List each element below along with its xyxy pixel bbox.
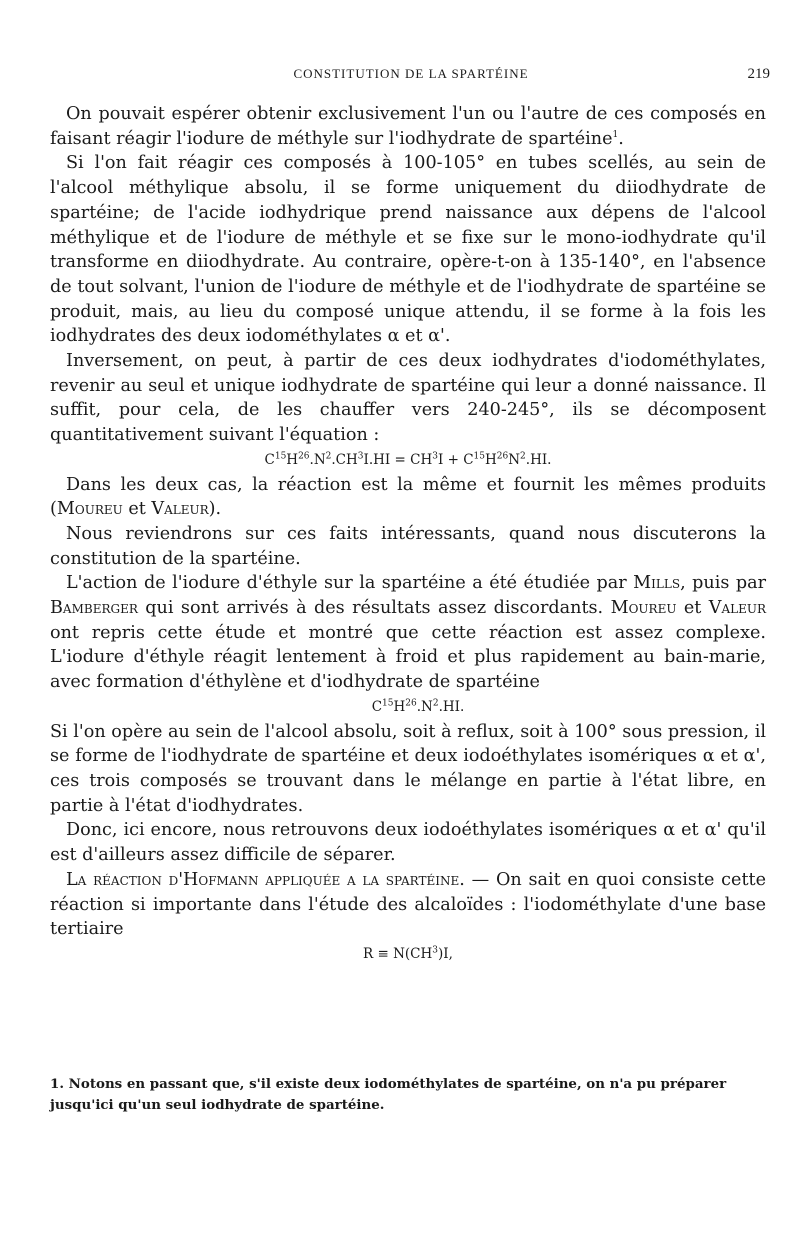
author-name: Bamberger bbox=[50, 598, 138, 619]
paragraph-2: Si l'on fait réagir ces composés à 100-105° en tubes scellés, au sein de l'alcool méthylique absolu, il se forme uniquement du diiodhydrate de spartéine; de l'acide iodhydrique prend naissance aux dépens de l'alcool méthylique et de l'iodure de méthyle et se fixe sur le mono-iodhydrate qu'il transforme en diiodhydrate. Au contraire, opère-t-on à 135-140°, en l'absence de tout solvant, l'union de l'iodure de méthyle et de l'iodhydrate de spartéine se produit, mais, au lieu du composé unique attendu, il se forme à la fois les iodhydrates des deux iodométhylates α et α'. bbox=[50, 153, 766, 347]
paragraph-7: Si l'on opère au sein de l'alcool absolu, soit à reflux, soit à 100° sous pression, il se forme de l'iodhydrate de spartéine et deux iodoéthylates isomériques α et α', ces trois composés se trouvant dans le mélange en partie à l'état libre, en partie à l'état d'iodhydrates. bbox=[50, 721, 766, 816]
running-title: CONSTITUTION DE LA SPARTÉINE bbox=[293, 66, 529, 81]
paragraph-6: L'action de l'iodure d'éthyle sur la spartéine a été étudiée par Mills, puis par Bamberger qui sont arrivés à des résultats assez discordants. Moureu et Valeur ont repris cette étude et montré que cette réaction est assez complexe. L'iodure d'éthyle réagit lentement à froid et plus rapidement au bain-marie, avec formation d'éthylène et d'iodhydrate de spartéine bbox=[50, 573, 766, 693]
paragraph-5: Nous reviendrons sur ces faits intéressants, quand nous discuterons la constitution de la spartéine. bbox=[50, 523, 766, 569]
author-name: Valeur bbox=[151, 499, 209, 520]
footnote-ref[interactable]: 1 bbox=[612, 129, 619, 140]
author-name: Valeur bbox=[708, 598, 766, 619]
footnote-number: 1. bbox=[50, 1076, 64, 1092]
body-text bbox=[50, 102, 766, 967]
paragraph-8: Donc, ici encore, nous retrouvons deux iodoéthylates isomériques α et α' qu'il est d'ailleurs assez difficile de séparer. bbox=[50, 820, 766, 866]
author-name: Mills bbox=[633, 573, 681, 594]
author-name: Moureu bbox=[610, 598, 677, 619]
paragraph-1: On pouvait espérer obtenir exclusivement l'un ou l'autre de ces composés en faisant réagir l'iodure de méthyle sur l'iodhydrate de spartéine$^1$. bbox=[50, 104, 766, 149]
paragraph-9: La réaction d'Hofmann appliquée a la spartéine. — On sait en quoi consiste cette réaction si importante dans l'étude des alcaloïdes : l'iodométhylate d'une base tertiaire bbox=[50, 869, 766, 940]
footnote bbox=[50, 1074, 766, 1116]
author-name: Moureu bbox=[56, 499, 123, 520]
equation-decomposition: $C^{15}H^{26}.N^2.CH^3I.HI = CH^3I + C^{15}H^{26}N^2.HI$. bbox=[264, 451, 552, 468]
formula-iodhydrate: $C^{15}H^{26}.N^2.HI$. bbox=[371, 698, 465, 715]
page-number: 219 bbox=[747, 66, 770, 82]
paragraph-1-text: On pouvait espérer obtenir exclusivement l'un ou l'autre de ces composés en faisant réagir l'iodure de méthyle sur l'iodhydrate de spartéine bbox=[50, 104, 766, 149]
paragraph-4: Dans les deux cas, la réaction est la même et fournit les mêmes produits (Moureu et Valeur). bbox=[50, 474, 766, 520]
section-heading: La réaction d'Hofmann appliquée a la spartéine. bbox=[66, 869, 465, 890]
footnote-text: Notons en passant que, s'il existe deux iodométhylates de spartéine, on n'a pu préparer jusqu'ici qu'un seul iodhydrate de spartéine. bbox=[50, 1076, 727, 1113]
formula-iodomethylate: $R \equiv N(CH^3)I$, bbox=[363, 945, 453, 962]
page-header bbox=[52, 66, 770, 88]
paragraph-3: Inversement, on peut, à partir de ces deux iodhydrates d'iodométhylates, revenir au seul et unique iodhydrate de spartéine qui leur a donné naissance. Il suffit, pour cela, de les chauffer vers 240-245°, ils se décomposent quantitativement suivant l'équation : bbox=[50, 351, 766, 446]
